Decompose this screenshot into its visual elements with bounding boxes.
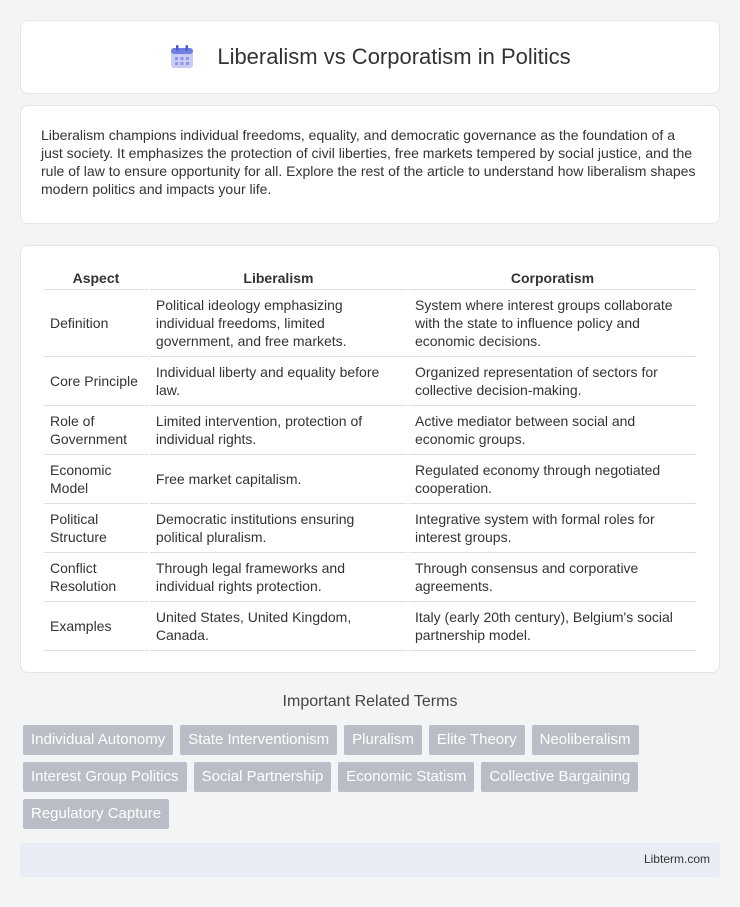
table-row (44, 406, 696, 455)
corporatism-cell: Organized representation of sectors for collective decision-making. (409, 357, 696, 406)
liberalism-cell: Individual liberty and equality before law. (150, 357, 407, 406)
liberalism-cell: Through legal frameworks and individual rights protection. (150, 553, 407, 602)
footer-brand[interactable]: Libterm.com (643, 852, 710, 866)
corporatism-cell: Integrative system with formal roles for interest groups. (409, 504, 696, 553)
term-tag[interactable]: Social Partnership (194, 762, 332, 792)
table-row (44, 602, 696, 651)
term-tag[interactable]: Regulatory Capture (23, 799, 169, 829)
header-corporatism: Corporatism (409, 266, 696, 290)
liberalism-cell: Free market capitalism. (150, 455, 407, 504)
aspect-cell: Definition (44, 290, 148, 357)
header-liberalism: Liberalism (150, 266, 407, 290)
intro-text: Liberalism champions individual freedoms, equality, and democratic governance as the foundation of a just society. It emphasizes the protection of civil liberties, free markets tempered by social justice, and the rule of law to ensure opportunity for all. Explore the rest of the article to understand how liberalism shapes modern politics and impacts your life. (41, 127, 696, 197)
page-title: Liberalism vs Corporatism in Politics (217, 44, 571, 69)
corporatism-cell: Through consensus and corporative agreements. (409, 553, 696, 602)
corporatism-cell: Regulated economy through negotiated cooperation. (409, 455, 696, 504)
aspect-cell: Conflict Resolution (44, 553, 148, 602)
term-tag[interactable]: State Interventionism (180, 725, 337, 755)
comparison-card (20, 245, 720, 673)
footer (20, 843, 720, 877)
table-row (44, 553, 696, 602)
calendar-icon (169, 44, 195, 70)
table-row (44, 357, 696, 406)
liberalism-cell: Limited intervention, protection of individual rights. (150, 406, 407, 455)
intro-card (20, 105, 720, 224)
term-tag[interactable]: Interest Group Politics (23, 762, 187, 792)
header-aspect: Aspect (44, 266, 148, 290)
aspect-cell: Political Structure (44, 504, 148, 553)
table-row (44, 290, 696, 357)
aspect-cell: Role of Government (44, 406, 148, 455)
term-tag[interactable]: Pluralism (344, 725, 422, 755)
term-tag[interactable]: Economic Statism (338, 762, 474, 792)
liberalism-cell: Democratic institutions ensuring political pluralism. (150, 504, 407, 553)
table-row (44, 455, 696, 504)
corporatism-cell: Italy (early 20th century), Belgium's social partnership model. (409, 602, 696, 651)
aspect-cell: Economic Model (44, 455, 148, 504)
liberalism-cell: United States, United Kingdom, Canada. (150, 602, 407, 651)
corporatism-cell: Active mediator between social and economic groups. (409, 406, 696, 455)
liberalism-cell: Political ideology emphasizing individual freedoms, limited government, and free markets. (150, 290, 407, 357)
page-header (20, 20, 720, 94)
related-terms-title: Important Related Terms (282, 693, 458, 710)
table-row (44, 504, 696, 553)
aspect-cell: Core Principle (44, 357, 148, 406)
term-tag[interactable]: Elite Theory (429, 725, 525, 755)
aspect-cell: Examples (44, 602, 148, 651)
term-tag[interactable]: Neoliberalism (532, 725, 639, 755)
related-terms-list (23, 725, 703, 836)
term-tag[interactable]: Individual Autonomy (23, 725, 173, 755)
comparison-table (42, 266, 698, 651)
term-tag[interactable]: Collective Bargaining (481, 762, 638, 792)
corporatism-cell: System where interest groups collaborate with the state to influence policy and economic decisions. (409, 290, 696, 357)
